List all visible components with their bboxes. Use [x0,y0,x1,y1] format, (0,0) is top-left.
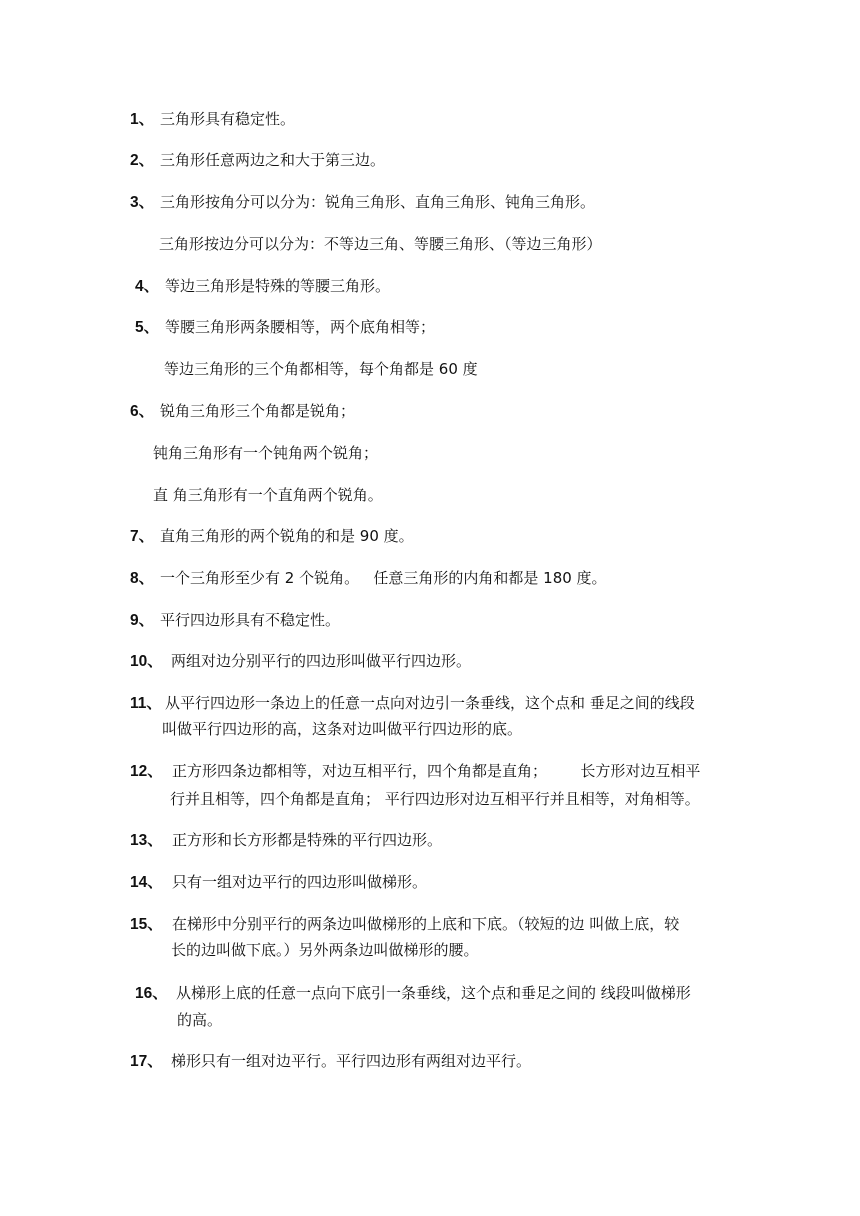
item-number: 7、 [130,528,155,545]
list-item [130,611,340,630]
item-number: 11、 [130,695,162,712]
list-item [135,277,390,296]
item-text: 三角形具有稳定性。 [160,110,296,128]
item-number: 1、 [130,111,155,128]
item-text: 等腰三角形两条腰相等，两个底角相等； [165,318,436,336]
list-item [130,694,695,713]
item-text: 梯形只有一组对边平行。平行四边形有两组对边平行。 [171,1052,532,1070]
item-text: 三角形按角分可以分为：锐角三角形、直角三角形、钝角三角形。 [160,193,596,211]
item-number: 5、 [135,319,160,336]
item-text: 长的边叫做下底。）另外两条边叫做梯形的腰。 [171,941,479,959]
item-text: 两组对边分别平行的四边形叫做平行四边形。 [171,652,472,670]
list-item [130,402,355,421]
list-item [130,1052,531,1071]
list-item-continuation [153,486,383,504]
list-item [130,193,595,212]
list-item [130,110,295,129]
item-text: 行并且相等，四个角都是直角； 平行四边形对边互相平行并且相等，对角相等。 [170,790,700,808]
item-text: 直 角三角形有一个直角两个锐角。 [153,486,383,504]
item-number: 6、 [130,403,155,420]
item-text: 三角形按边分可以分为：不等边三角、等腰三角形、（等边三角形） [159,235,602,253]
list-item [135,984,691,1003]
item-text: 三角形任意两边之和大于第三边。 [160,151,386,169]
item-number: 9、 [130,612,155,629]
item-text: 的高。 [177,1011,223,1029]
item-number: 10、 [130,653,163,670]
list-item [130,652,471,671]
list-item-continuation [159,235,602,253]
item-number: 8、 [130,570,155,587]
item-text: 只有一组对边平行的四边形叫做梯形。 [172,873,428,891]
item-text: 直角三角形的两个锐角的和是 90 度。 [160,527,414,545]
item-text: 叫做平行四边形的高，这条对边叫做平行四边形的底。 [162,720,523,738]
item-text: 从梯形上底的任意一点向下底引一条垂线，这个点和垂足之间的 线段叫做梯形 [176,984,691,1002]
list-item-continuation [164,360,478,378]
item-text: 锐角三角形三个角都是锐角； [160,402,356,420]
item-number: 4、 [135,278,160,295]
item-number: 3、 [130,194,155,211]
list-item [130,762,700,781]
list-item-continuation [171,941,479,959]
item-number: 15、 [130,916,163,933]
item-number: 13、 [130,832,163,849]
list-item-continuation [162,720,522,738]
item-text: 在梯形中分别平行的两条边叫做梯形的上底和下底。（较短的边 叫做上底，较 [172,915,680,933]
item-text: 正方形和长方形都是特殊的平行四边形。 [172,831,443,849]
list-item [130,151,385,170]
list-item [130,527,414,546]
item-text: 钝角三角形有一个钝角两个锐角； [153,444,379,462]
item-number: 14、 [130,874,163,891]
item-text: 正方形四条边都相等，对边互相平行，四个角都是直角； 长方形对边互相平 [172,762,701,780]
item-number: 16、 [135,985,168,1002]
list-item [130,569,607,588]
list-item [130,831,442,850]
list-item [135,318,435,337]
list-item [130,873,427,892]
item-text: 等边三角形是特殊的等腰三角形。 [165,277,391,295]
item-text: 平行四边形具有不稳定性。 [160,611,341,629]
item-text: 从平行四边形一条边上的任意一点向对边引一条垂线，这个点和 垂足之间的线段 [165,694,695,712]
list-item-continuation [170,790,700,808]
item-number: 12、 [130,763,163,780]
list-item [130,915,679,934]
item-text: 一个三角形至少有 2 个锐角。 任意三角形的内角和都是 180 度。 [160,569,607,587]
item-number: 2、 [130,152,155,169]
list-item-continuation [177,1011,222,1029]
list-item-continuation [153,444,378,462]
item-text: 等边三角形的三个角都相等，每个角都是 60 度 [164,360,478,378]
item-number: 17、 [130,1053,163,1070]
